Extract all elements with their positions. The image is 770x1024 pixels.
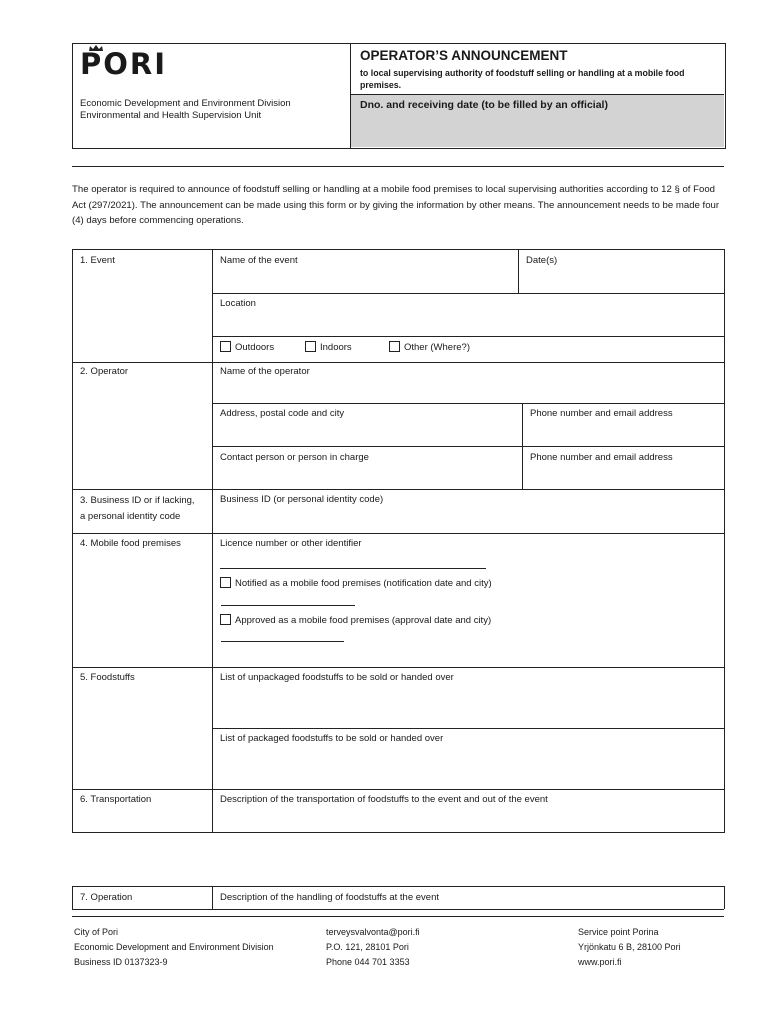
notification-input[interactable] [221,605,355,606]
event-name-field[interactable]: Name of the event [220,255,298,266]
indoors-option[interactable]: Indoors [305,341,352,353]
event-dates-field[interactable]: Date(s) [526,255,558,266]
section-event-label: 1. Event [80,255,115,266]
section-operation-label: 7. Operation [80,892,133,903]
footer-service-point: Service point Porina Yrjönkatu 6 B, 28100 Pori www.pori.fi [578,927,681,967]
section-premises-label: 4. Mobile food premises [80,538,181,549]
transport-description-field[interactable]: Description of the transportation of foodstuffs to the event and out of the event [220,794,548,805]
section-business-label: 3. Business ID or if lacking, a personal identity code [80,495,195,522]
form-subtitle: to local supervising authority of foodstuff selling or handling at a mobile food premises. [360,68,685,90]
licence-number-input[interactable] [220,568,486,569]
unpackaged-foodstuffs-field[interactable]: List of unpackaged foodstuffs to be sold or handed over [220,672,454,683]
contact-person-field[interactable]: Contact person or person in charge [220,452,369,463]
business-id-field[interactable]: Business ID (or personal identity code) [220,494,384,505]
other-checkbox[interactable] [389,341,400,352]
other-option[interactable]: Other (Where?) [389,341,470,353]
section-transport-label: 6. Transportation [80,794,152,805]
contact-phone-email-field[interactable]: Phone number and email address [530,452,673,463]
licence-number-label: Licence number or other identifier [220,538,362,549]
operator-phone-email-field[interactable]: Phone number and email address [530,408,673,419]
section-foodstuffs-label: 5. Foodstuffs [80,672,135,683]
indoors-checkbox[interactable] [305,341,316,352]
event-location-field[interactable]: Location [220,298,256,309]
footer-contact: terveysvalvonta@pori.fi P.O. 121, 28101 Pori Phone 044 701 3353 [326,927,420,967]
footer-city: City of Pori Economic Development and Environment Division Business ID 0137323-9 [74,927,274,967]
official-use-label: Dno. and receiving date (to be filled by an official) [360,99,608,111]
packaged-foodstuffs-field[interactable]: List of packaged foodstuffs to be sold or handed over [220,733,444,744]
form-title: OPERATOR’S ANNOUNCEMENT [360,48,568,63]
department: Economic Development and Environment Division Environmental and Health Supervision Unit [80,98,291,121]
divider [72,166,724,167]
section-operator-label: 2. Operator [80,366,129,377]
footer-divider [72,909,724,910]
approved-checkbox[interactable] [220,614,231,625]
approved-option[interactable]: Approved as a mobile food premises (approval date and city) [220,614,491,626]
pori-logo: PORI [80,47,168,81]
operator-name-field[interactable]: Name of the operator [220,366,310,377]
approval-input[interactable] [221,641,344,642]
notified-checkbox[interactable] [220,577,231,588]
intro-text: The operator is required to announce of foodstuff selling or handling at a mobile food premises to local supervising authorities according to 12 § of Food Act (297/2021). The announcement can be made using this form or by giving the information by other means. The announcement needs to be made four (4) days before commencing operations. [72,184,720,226]
operator-address-field[interactable]: Address, postal code and city [220,408,345,419]
outdoors-checkbox[interactable] [220,341,231,352]
notified-option[interactable]: Notified as a mobile food premises (notification date and city) [220,577,492,589]
operation-description-field[interactable]: Description of the handling of foodstuffs at the event [220,892,439,903]
outdoors-option[interactable]: Outdoors [220,341,274,353]
